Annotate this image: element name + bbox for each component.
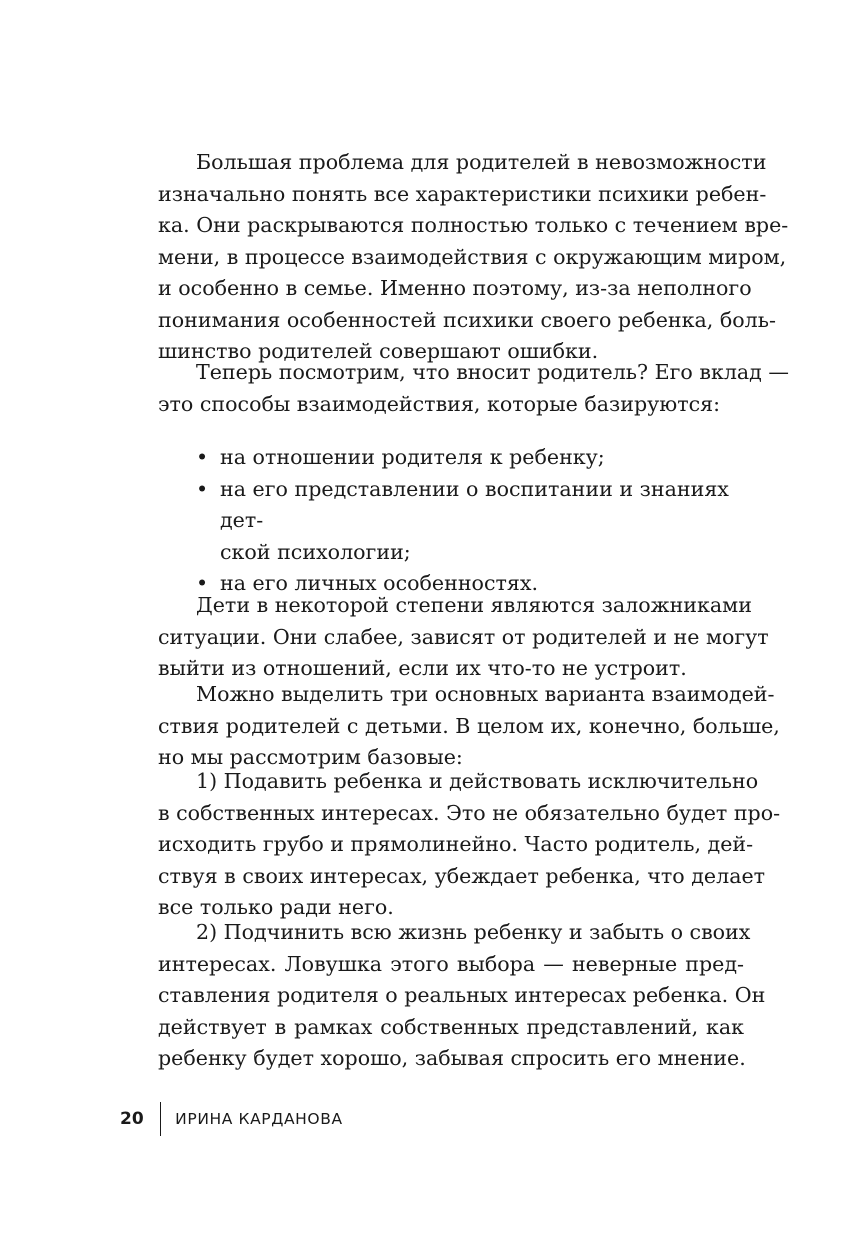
bullet-marker: • — [196, 445, 209, 469]
bullet-marker: • — [196, 476, 209, 501]
paragraph-4 — [158, 679, 780, 774]
paragraph-6 — [158, 917, 766, 1075]
text-line: действует в рамках собственных представлений, как — [158, 1014, 744, 1039]
text-line: ситуации. Они слабее, зависят от родителей и не могут — [158, 624, 769, 649]
list-item-text: на отношении родителя к ребенку; — [220, 445, 605, 469]
list-item-text: на его личных особенностях. — [220, 571, 539, 595]
text-line: 1) Подавить ребенка и действовать исключительно — [196, 769, 759, 793]
text-line: Дети в некоторой степени являются заложниками — [196, 593, 752, 617]
text-line: но мы рассмотрим базовые: — [158, 745, 463, 769]
text-line: все только ради него. — [158, 895, 394, 919]
text-line: исходить грубо и прямолинейно. Часто родитель, дей- — [158, 832, 754, 856]
footer-divider — [160, 1102, 162, 1136]
text-line: ствия родителей с детьми. В целом их, конечно, больше, — [158, 713, 780, 738]
text-line: выйти из отношений, если их что-то не устроит. — [158, 656, 687, 680]
text-line: изначально понять все характеристики психики ребен- — [158, 181, 767, 206]
list-item-text: ской психологии; — [220, 539, 411, 564]
text-line: в собственных интересах. Это не обязательно будет про- — [158, 800, 781, 825]
text-line: Большая проблема для родителей в невозможности — [196, 150, 767, 174]
text-line: ставления родителя о реальных интересах ребенка. Он — [158, 983, 766, 1007]
text-line: ка. Они раскрываются полностью только с течением вре- — [158, 213, 789, 237]
bullet-marker: • — [196, 571, 209, 595]
text-line: и особенно в семье. Именно поэтому, из-за неполного — [158, 276, 752, 300]
text-line: 2) Подчинить всю жизнь ребенку и забыть о своих — [196, 920, 751, 944]
text-line: интересах. Ловушка этого выбора — неверные пред- — [158, 951, 744, 976]
text-line: понимания особенностей психики своего ребенка, боль- — [158, 307, 776, 332]
text-line: ствуя в своих интересах, убеждает ребенка, что делает — [158, 863, 766, 888]
text-line: это способы взаимодействия, которые базируются: — [158, 391, 721, 416]
paragraph-5 — [158, 766, 781, 924]
text-line: ребенку будет хорошо, забывая спросить его мнение. — [158, 1046, 746, 1070]
text-line: Можно выделить три основных варианта взаимодей- — [196, 682, 775, 706]
paragraph-2 — [158, 357, 789, 420]
running-author: ИРИНА КАРДАНОВА — [175, 1110, 343, 1128]
list-item — [158, 442, 744, 474]
page-number: 20 — [120, 1109, 144, 1129]
page-footer — [120, 1102, 343, 1136]
text-line: Теперь посмотрим, что вносит родитель? Его вклад — — [196, 360, 789, 384]
paragraph-1 — [158, 147, 789, 368]
list-item-text: на его представлении о воспитании и знаниях дет- — [220, 476, 729, 532]
list-item — [158, 474, 744, 569]
text-line: мени, в процессе взаимодействия с окружающим миром, — [158, 244, 787, 269]
paragraph-3 — [158, 590, 769, 685]
bullet-list — [158, 442, 744, 600]
text-line: шинство родителей совершают ошибки. — [158, 339, 599, 363]
